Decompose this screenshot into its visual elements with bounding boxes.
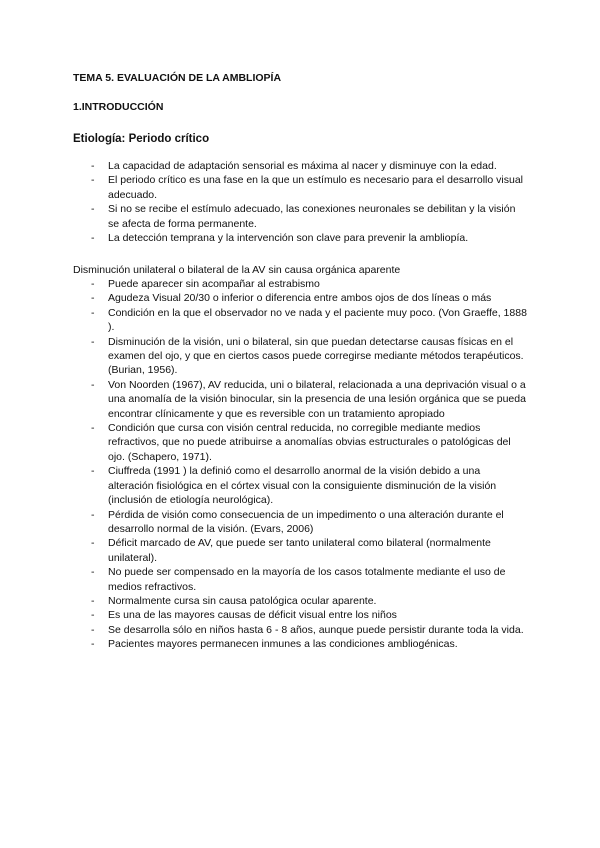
list-item: - La capacidad de adaptación sensorial es máxima al nacer y disminuye con la edad. — [108, 159, 528, 173]
critical-period-list — [108, 159, 528, 245]
section-heading: 1.INTRODUCCIÓN — [73, 101, 164, 113]
list-item: - No puede ser compensado en la mayoría de los casos totalmente mediante el uso de medios refractivos. — [108, 565, 528, 594]
document-title: TEMA 5. EVALUACIÓN DE LA AMBLIOPÍA — [73, 72, 282, 84]
definition-intro: Disminución unilateral o bilateral de la AV sin causa orgánica aparente — [73, 264, 401, 276]
list-item: - Pacientes mayores permanecen inmunes a las condiciones ambliogénicas. — [108, 637, 528, 651]
list-item: - La detección temprana y la intervención son clave para prevenir la ambliopía. — [108, 231, 528, 245]
subsection-heading: Etiología: Periodo crítico — [73, 133, 210, 145]
list-item: - Es una de las mayores causas de déficit visual entre los niños — [108, 608, 528, 622]
list-item: - Ciuffreda (1991 ) la definió como el desarrollo anormal de la visión debido a una alteración fisiológica en el córtex visual con la consiguiente disminución de la visión (inclusión de etiología neurológica). — [108, 464, 528, 507]
list-item: - El periodo crítico es una fase en la que un estímulo es necesario para el desarrollo visual adecuado. — [108, 173, 528, 202]
list-item: - Von Noorden (1967), AV reducida, uni o bilateral, relacionada a una deprivación visual o a una anomalía de la visión binocular, sin la presencia de una lesión orgánica que se pueda encontrar clínicamente y que es reversible con un tratamiento apropiado — [108, 378, 528, 421]
list-item: - Condición que cursa con visión central reducida, no corregible mediante medios refractivos, que no puede atribuirse a anomalías obvias estructurales o patológicas del ojo. (Schapero, 1971). — [108, 421, 528, 464]
definition-list — [108, 277, 528, 652]
list-item: - Normalmente cursa sin causa patológica ocular aparente. — [108, 594, 528, 608]
list-item: - Disminución de la visión, uni o bilateral, sin que puedan detectarse causas físicas en el examen del ojo, y que en ciertos casos puede corregirse mediante métodos terapéuticos. (Burian, 1956). — [108, 335, 528, 378]
list-item: - Si no se recibe el estímulo adecuado, las conexiones neuronales se debilitan y la visión se afecta de forma permanente. — [108, 202, 528, 231]
list-item: - Condición en la que el observador no ve nada y el paciente muy poco. (Von Graeffe, 1888 ). — [108, 306, 528, 335]
list-item: - Se desarrolla sólo en niños hasta 6 - 8 años, aunque puede persistir durante toda la vida. — [108, 623, 528, 637]
list-item: - Pérdida de visión como consecuencia de un impedimento o una alteración durante el desarrollo normal de la visión. (Evars, 2006) — [108, 508, 528, 537]
list-item: - Agudeza Visual 20/30 o inferior o diferencia entre ambos ojos de dos líneas o más — [108, 291, 528, 305]
list-item: - Puede aparecer sin acompañar al estrabismo — [108, 277, 528, 291]
list-item: - Déficit marcado de AV, que puede ser tanto unilateral como bilateral (normalmente unilateral). — [108, 536, 528, 565]
